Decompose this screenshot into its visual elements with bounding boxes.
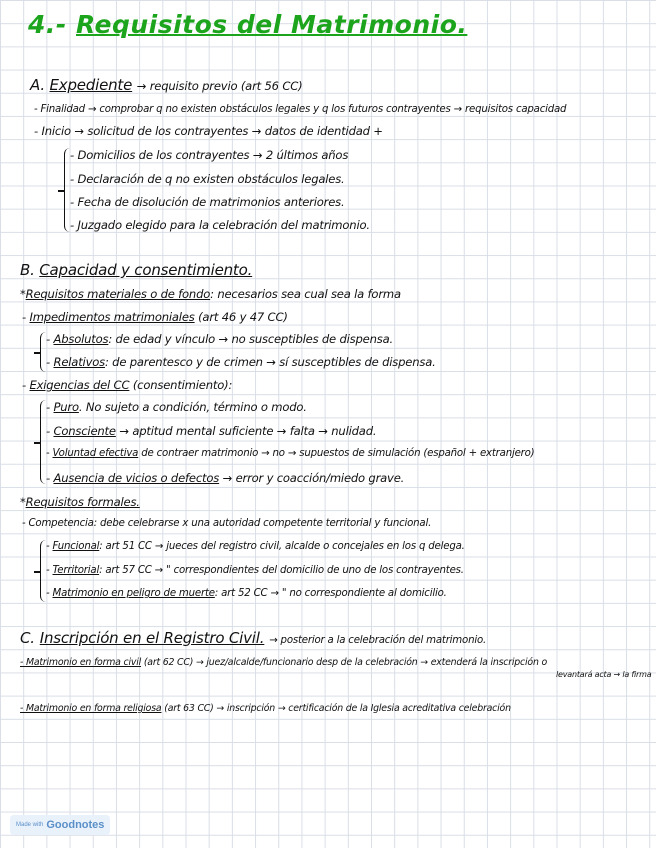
- civil-text: (art 62 CC) → juez/alcalde/funcionario desp de la celebración → extenderá la inscripción o: [143, 657, 548, 668]
- list-item: - Juzgado elegido para la celebración del matrimonio.: [70, 218, 370, 232]
- list-item: - Voluntad efectiva de contraer matrimonio → no → supuestos de simulación (español + extranjero): [46, 448, 535, 459]
- list-item: - Relativos: de parentesco y de crimen → sí susceptibles de dispensa.: [46, 355, 436, 369]
- list-item: - Funcional: art 51 CC → jueces del registro civil, alcalde o concejales en los q delega.: [46, 541, 465, 552]
- civil-line: [20, 657, 547, 668]
- list-item: - Domicilios de los contrayentes → 2 últimos años: [70, 148, 349, 162]
- section-c-heading: [20, 628, 486, 647]
- list-item: - Matrimonio en peligro de muerte: art 52 CC → " no correspondiente al domicilio.: [46, 588, 447, 599]
- civil-continuation: levantará acta → la firma: [556, 670, 652, 679]
- list-item: - Territorial: art 57 CC → " correspondientes del domicilio de uno de los contrayentes.: [46, 565, 464, 576]
- dash-bullet: -: [22, 378, 26, 392]
- materiales-label: Requisitos materiales o de fondo: [25, 287, 211, 301]
- exigencias-label: Exigencias del CC: [29, 378, 130, 392]
- item-text: : de edad y vínculo → no susceptibles de dispensa.: [108, 332, 393, 346]
- goodnotes-watermark: [10, 815, 110, 835]
- section-c-letter: C.: [20, 629, 35, 647]
- list-item: - Declaración de q no existen obstáculos legales.: [70, 172, 345, 186]
- item-text: → aptitud mental suficiente → falta → nulidad.: [115, 424, 377, 438]
- item-text: → error y coacción/miedo grave.: [219, 471, 405, 485]
- page-title: [28, 10, 467, 39]
- item-label: Funcional: [52, 541, 100, 552]
- civil-label: - Matrimonio en forma civil: [20, 657, 142, 668]
- finalidad-line: - Finalidad → comprobar q no existen obstáculos legales y q los futuros contrayentes → requisitos capacidad: [34, 104, 567, 115]
- impedimentos-label: Impedimentos matrimoniales: [29, 310, 195, 324]
- list-item: - Fecha de disolución de matrimonios anteriores.: [70, 195, 345, 209]
- title-number: 4.-: [28, 10, 67, 39]
- item-label: Relativos: [53, 355, 105, 369]
- section-a-letter: A.: [30, 76, 45, 94]
- item-text: de contraer matrimonio → no → supuestos de simulación (español + extranjero): [138, 448, 535, 459]
- watermark-prefix: Made with: [16, 822, 44, 828]
- item-label: Voluntad efectiva: [52, 448, 139, 459]
- item-text: : de parentesco y de crimen → sí susceptibles de dispensa.: [104, 355, 436, 369]
- materiales-text: : necesarios sea cual sea la forma: [210, 287, 401, 301]
- religiosa-text: (art 63 CC) → inscripción → certificación de la Iglesia acreditativa celebración: [164, 703, 511, 714]
- item-label: Matrimonio en peligro de muerte: [52, 588, 215, 599]
- item-label: Absolutos: [53, 332, 109, 346]
- religiosa-line: [20, 703, 511, 714]
- section-b-title: Capacidad y consentimiento.: [39, 261, 253, 279]
- item-label: Ausencia de vicios o defectos: [53, 471, 220, 485]
- item-label: Territorial: [52, 565, 100, 576]
- exigencias-text: (consentimiento):: [132, 378, 233, 392]
- section-c-note: → posterior a la celebración del matrimonio.: [269, 635, 487, 646]
- dash-bullet: -: [22, 310, 26, 324]
- section-c-title: Inscripción en el Registro Civil.: [39, 629, 265, 647]
- list-item: - Ausencia de vicios o defectos → error y coacción/miedo grave.: [46, 471, 405, 485]
- section-b-heading: [20, 261, 252, 279]
- inicio-line: - Inicio → solicitud de los contrayentes → datos de identidad +: [34, 124, 383, 138]
- exigencias-line: [22, 378, 232, 392]
- item-text: : art 57 CC → " correspondientes del domicilio de uno de los contrayentes.: [99, 565, 464, 576]
- list-item: - Absolutos: de edad y vínculo → no susceptibles de dispensa.: [46, 332, 393, 346]
- materiales-line: [20, 287, 401, 301]
- impedimentos-text: (art 46 y 47 CC): [198, 310, 288, 324]
- competencia-line: - Competencia: debe celebrarse x una autoridad competente territorial y funcional.: [22, 518, 432, 529]
- item-text: : art 52 CC → " no correspondiente al domicilio.: [214, 588, 447, 599]
- list-item: - Consciente → aptitud mental suficiente → falta → nulidad.: [46, 424, 377, 438]
- formales-line: [20, 495, 140, 509]
- title-text: Requisitos del Matrimonio.: [76, 10, 468, 39]
- impedimentos-line: [22, 310, 288, 324]
- formales-label: Requisitos formales.: [25, 495, 140, 509]
- section-a-title: Expediente: [49, 76, 133, 94]
- section-b-letter: B.: [20, 261, 35, 279]
- item-text: . No sujeto a condición, término o modo.: [78, 400, 307, 414]
- list-item: - Puro. No sujeto a condición, término o modo.: [46, 400, 307, 414]
- section-a-note: → requisito previo (art 56 CC): [136, 79, 303, 93]
- item-label: Puro: [53, 400, 79, 414]
- star-bullet: *: [20, 495, 26, 509]
- item-label: Consciente: [53, 424, 116, 438]
- star-bullet: *: [20, 287, 26, 301]
- item-text: : art 51 CC → jueces del registro civil, alcalde o concejales en los q delega.: [99, 541, 465, 552]
- watermark-brand: Goodnotes: [46, 819, 105, 831]
- religiosa-label: - Matrimonio en forma religiosa: [20, 703, 162, 714]
- section-a-heading: [30, 76, 302, 94]
